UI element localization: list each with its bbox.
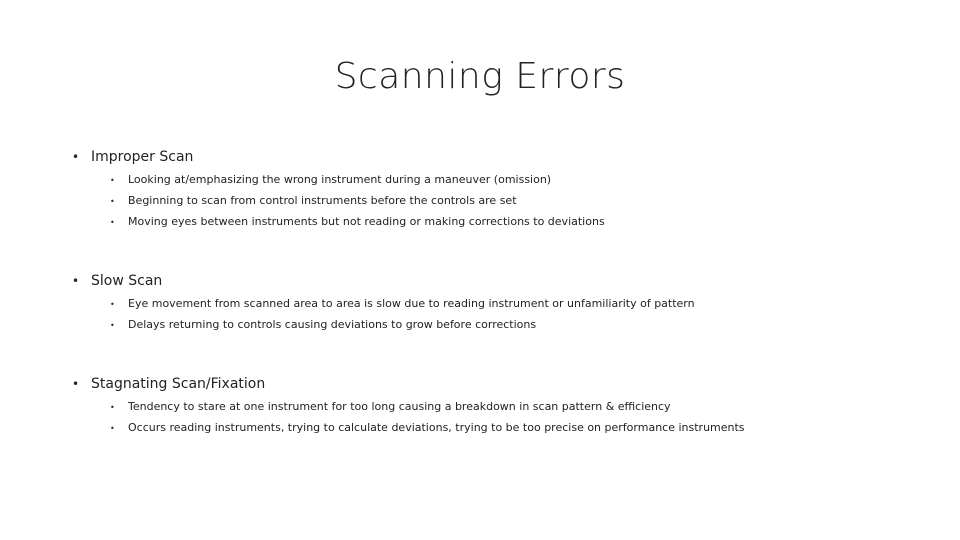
bullet-icon: • [72, 150, 80, 164]
list-item [110, 397, 932, 418]
section-heading [72, 270, 932, 292]
list-item-text: Eye movement from scanned area to area is slow due to reading instrument or unfamiliarity of pattern [128, 297, 695, 310]
sub-list [72, 294, 932, 336]
bullet-icon: • [110, 321, 115, 330]
list-item [110, 212, 932, 233]
list-item-text: Beginning to scan from control instruments before the controls are set [128, 194, 517, 207]
list-item [110, 191, 932, 212]
list-item-text: Moving eyes between instruments but not reading or making corrections to deviations [128, 215, 605, 228]
list-item-text: Occurs reading instruments, trying to calculate deviations, trying to be too precise on performance instruments [128, 421, 745, 434]
slide-title: Scanning Errors [334, 56, 626, 97]
bullet-icon: • [110, 218, 115, 227]
bullet-icon: • [110, 403, 115, 412]
sub-list [72, 397, 932, 439]
bullet-icon: • [110, 176, 115, 185]
section-slow-scan [72, 270, 932, 336]
section-improper-scan [72, 146, 932, 233]
list-item [110, 418, 932, 439]
list-item-text: Tendency to stare at one instrument for too long causing a breakdown in scan pattern & efficiency [128, 400, 671, 413]
section-heading [72, 373, 932, 395]
sub-list [72, 170, 932, 233]
section-heading-text: Improper Scan [91, 149, 194, 165]
section-stagnating-scan [72, 373, 932, 439]
bullet-list [72, 146, 932, 476]
bullet-icon: • [72, 377, 80, 391]
list-item [110, 170, 932, 191]
section-heading [72, 146, 932, 168]
section-heading-text: Slow Scan [91, 273, 163, 289]
list-item-text: Looking at/emphasizing the wrong instrument during a maneuver (omission) [128, 173, 552, 186]
list-item [110, 294, 932, 315]
bullet-icon: • [110, 424, 115, 433]
bullet-icon: • [110, 197, 115, 206]
bullet-icon: • [110, 300, 115, 309]
list-item-text: Delays returning to controls causing deviations to grow before corrections [128, 318, 537, 331]
list-item [110, 315, 932, 336]
bullet-icon: • [72, 274, 80, 288]
section-heading-text: Stagnating Scan/Fixation [91, 376, 266, 392]
